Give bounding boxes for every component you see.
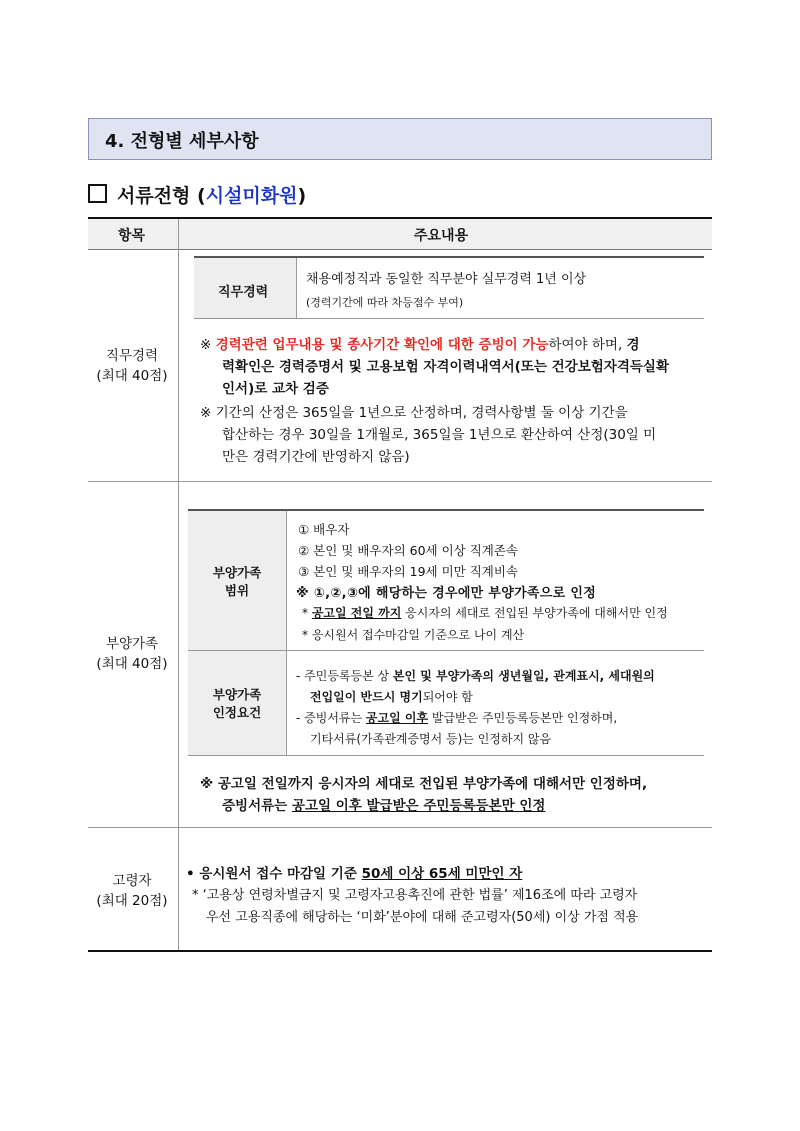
family-range-label: 부양가족 범위 bbox=[212, 565, 262, 598]
elder-line3: 우선 고용직종에 해당하는 ‘미화’분야에 대해 준고령자(50세) 이상 가점 적용 bbox=[206, 910, 639, 925]
section-header-bar bbox=[88, 118, 712, 160]
career-box-divider bbox=[296, 258, 297, 318]
family-range-bold: ※ ①,②,③에 해당하는 경우에만 부양가족으로 인정 bbox=[296, 586, 597, 601]
career-note1-line2: 력확인은 경력증명서 및 고용보험 자격이력내역서(또는 건강보험자격득실확 bbox=[222, 359, 669, 375]
row-label-family: 부양가족 (최대 40점) bbox=[96, 636, 168, 672]
row-divider-2 bbox=[88, 827, 712, 828]
career-note1-line1: ※ 경력관련 업무내용 및 종사기간 확인에 대한 증빙이 가능하여야 하며, 경 bbox=[200, 337, 640, 353]
list-item: ① 배우자 bbox=[298, 522, 350, 537]
family-box-mid bbox=[188, 650, 704, 652]
family-req-line3: - 증빙서류는 공고일 이후 발급받은 주민등록등본만 인정하며, bbox=[296, 711, 618, 725]
header-item: 항목 bbox=[118, 228, 146, 244]
table-bottom-border bbox=[88, 950, 712, 952]
elder-line1: • 응시원서 접수 마감일 기준 50세 이상 65세 미만인 자 bbox=[186, 866, 523, 882]
elder-line2: * ‘고용상 연령차별금지 및 고령자고용촉진에 관한 법률’ 제16조에 따라 고령자 bbox=[192, 888, 638, 903]
section-title: 4. 전형별 세부사항 bbox=[105, 131, 259, 152]
row-label-career: 직무경력 (최대 40점) bbox=[96, 348, 168, 384]
list-item: ② 본인 및 배우자의 60세 이상 직계존속 bbox=[298, 543, 519, 558]
table-header-background bbox=[88, 219, 712, 249]
header-content: 주요내용 bbox=[414, 228, 469, 244]
row-label-elder: 고령자 (최대 20점) bbox=[96, 873, 168, 909]
column-divider bbox=[178, 219, 179, 951]
career-note2-line3: 만은 경력기간에 반영하지 않음) bbox=[222, 449, 410, 465]
family-req-line4: 기타서류(가족관계증명서 등)는 인정하지 않음 bbox=[310, 732, 552, 746]
career-box-label: 직무경력 bbox=[218, 285, 269, 300]
family-req-line2: 전입일이 반드시 명기되어야 함 bbox=[310, 690, 473, 704]
career-box-line1: 채용예정직과 동일한 직무분야 실무경력 1년 이상 bbox=[306, 272, 587, 287]
career-box-bottom bbox=[194, 318, 704, 320]
career-note1-red: 경력관련 업무내용 및 종사기간 확인에 대한 증빙이 가능 bbox=[215, 337, 549, 353]
family-range-note1: * 공고일 전일 까지 응시자의 세대로 전입된 부양가족에 대해서만 인정 bbox=[302, 606, 668, 620]
subsection-title: 서류전형 (시설미화원) bbox=[88, 181, 306, 208]
career-note1-line3: 인서)로 교차 검증 bbox=[222, 381, 329, 397]
table-header-divider bbox=[88, 249, 712, 250]
family-note-line1: ※ 공고일 전일까지 응시자의 세대로 전입된 부양가족에 대해서만 인정하며, bbox=[200, 776, 648, 792]
list-item: ③ 본인 및 배우자의 19세 미만 직계비속 bbox=[298, 564, 519, 579]
family-range-note2: * 응시원서 접수마감일 기준으로 나이 계산 bbox=[302, 628, 525, 642]
family-range-list bbox=[298, 519, 518, 582]
career-note2-line2: 합산하는 경우 30일을 1개월로, 365일을 1년으로 환산하여 산정(30일 미 bbox=[222, 427, 657, 443]
family-req-line1: - 주민등록등본 상 본인 및 부양가족의 생년월일, 관계표시, 세대원의 bbox=[296, 669, 655, 683]
career-box-line2: (경력기간에 따라 차등점수 부여) bbox=[306, 296, 464, 309]
family-req-label: 부양가족 인정요건 bbox=[212, 687, 262, 720]
table-top-border bbox=[88, 217, 712, 219]
row-divider-1 bbox=[88, 481, 712, 482]
career-note2-line1: ※ 기간의 산정은 365일을 1년으로 산정하며, 경력사항별 둘 이상 기간을 bbox=[200, 405, 628, 421]
subsection-highlight: 시설미화원 bbox=[205, 185, 298, 207]
checkbox-square-icon bbox=[88, 184, 107, 203]
family-note-line2: 증빙서류는 공고일 이후 발급받은 주민등록등본만 인정 bbox=[222, 798, 546, 814]
family-box-bottom bbox=[188, 755, 704, 757]
family-box-divider bbox=[286, 511, 287, 755]
